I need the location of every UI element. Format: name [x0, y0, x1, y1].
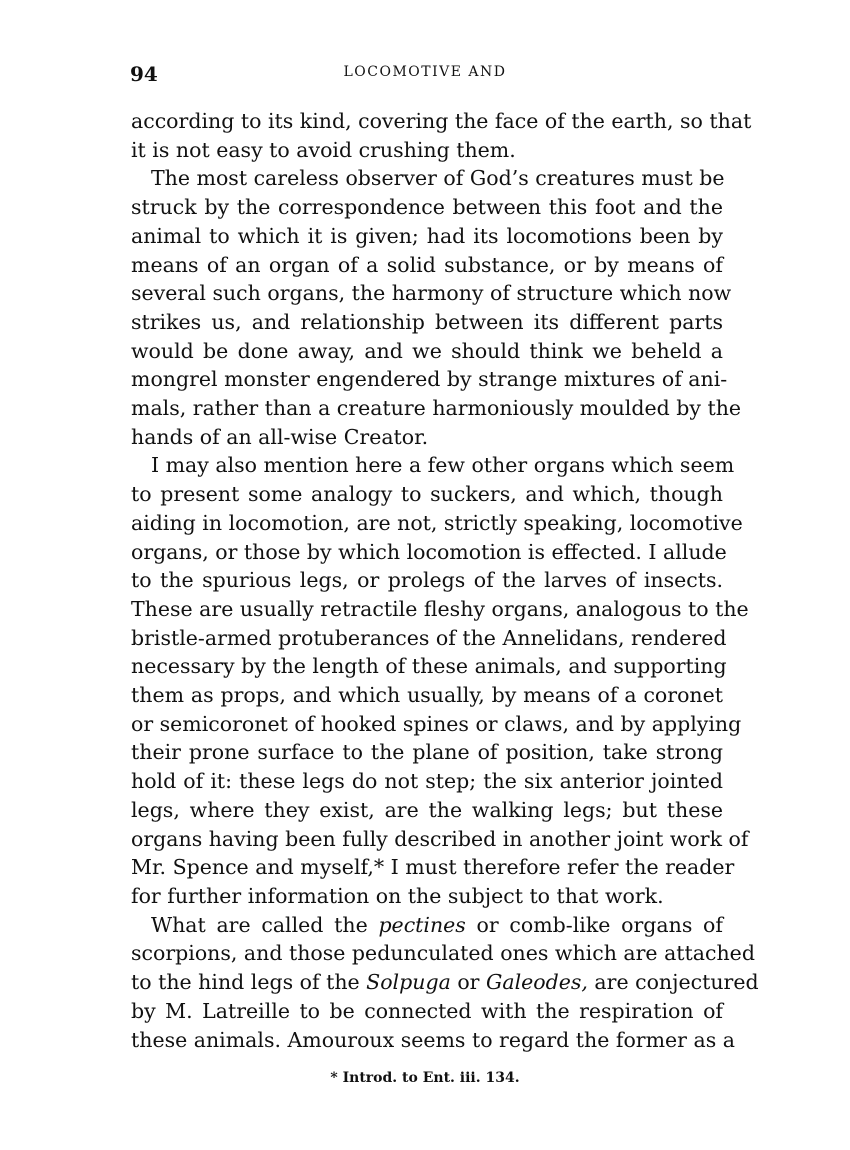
text-line: The most careless observer of God’s creatures must be	[151, 166, 725, 191]
italic-term-pectines: pectines	[378, 912, 466, 937]
text-run: to the hind legs of the	[131, 970, 367, 995]
text-line	[131, 968, 759, 997]
footnote: * Introd. to Ent. iii. 134.	[330, 1070, 520, 1086]
text-line: means of an organ of a solid substance, or by means of	[131, 252, 723, 277]
text-run: or	[450, 970, 486, 995]
text-line: to the spurious legs, or prolegs of the larves of insects.	[131, 568, 723, 593]
text-line: I may also mention here a few other organs which seem	[151, 453, 735, 478]
text-line: hold of it: these legs do not step; the six anterior jointed	[131, 769, 723, 794]
text-line: their prone surface to the plane of position, take strong	[131, 740, 723, 765]
page-number: 94	[130, 62, 158, 86]
text-line: necessary by the length of these animals, and supporting	[131, 654, 727, 679]
text-line: for further information on the subject to that work.	[131, 883, 664, 908]
text-line: to present some analogy to suckers, and which, though	[131, 482, 723, 507]
text-line: Mr. Spence and myself,* I must therefore refer the reader	[131, 855, 735, 880]
text-line: mongrel monster engendered by strange mixtures of ani-	[131, 367, 728, 392]
body-text	[131, 107, 759, 1054]
text-run: What are called the	[151, 912, 379, 937]
text-line: by M. Latreille to be connected with the respiration of	[131, 998, 723, 1023]
text-line: animal to which it is given; had its locomotions been by	[131, 223, 723, 248]
text-line: it is not easy to avoid crushing them.	[131, 137, 516, 162]
text-line	[131, 911, 723, 940]
italic-term-galeodes: Galeodes,	[485, 970, 588, 995]
italic-term-solpuga: Solpuga	[366, 970, 451, 995]
text-run: are conjectured	[587, 970, 759, 995]
text-line: these animals. Amouroux seems to regard the former as a	[131, 1027, 735, 1052]
running-head: LOCOMOTIVE AND	[343, 64, 507, 80]
text-run: or comb-like organs of	[465, 912, 723, 937]
text-line: bristle-armed protuberances of the Annelidans, rendered	[131, 625, 727, 650]
text-line: them as props, and which usually, by means of a coronet	[131, 683, 723, 708]
text-line: would be done away, and we should think we beheld a	[131, 338, 723, 363]
text-line: according to its kind, covering the face of the earth, so that	[131, 109, 752, 133]
text-line: organs having been fully described in another joint work of	[131, 826, 749, 851]
text-line: mals, rather than a creature harmoniously moulded by the	[131, 396, 742, 421]
text-line: organs, or those by which locomotion is effected. I allude	[131, 539, 727, 564]
text-line: hands of an all-wise Creator.	[131, 424, 429, 449]
text-line: or semicoronet of hooked spines or claws, and by applying	[131, 711, 742, 736]
text-line: These are usually retractile fleshy organs, analogous to the	[131, 596, 749, 621]
text-line: scorpions, and those pedunculated ones which are attached	[131, 941, 755, 966]
text-line: several such organs, the harmony of structure which now	[131, 281, 732, 306]
text-line: strikes us, and relationship between its different parts	[131, 309, 723, 334]
text-line: legs, where they exist, are the walking legs; but these	[131, 797, 723, 822]
text-line: aiding in locomotion, are not, strictly speaking, locomotive	[131, 510, 743, 535]
text-line: struck by the correspondence between this foot and the	[131, 195, 723, 220]
